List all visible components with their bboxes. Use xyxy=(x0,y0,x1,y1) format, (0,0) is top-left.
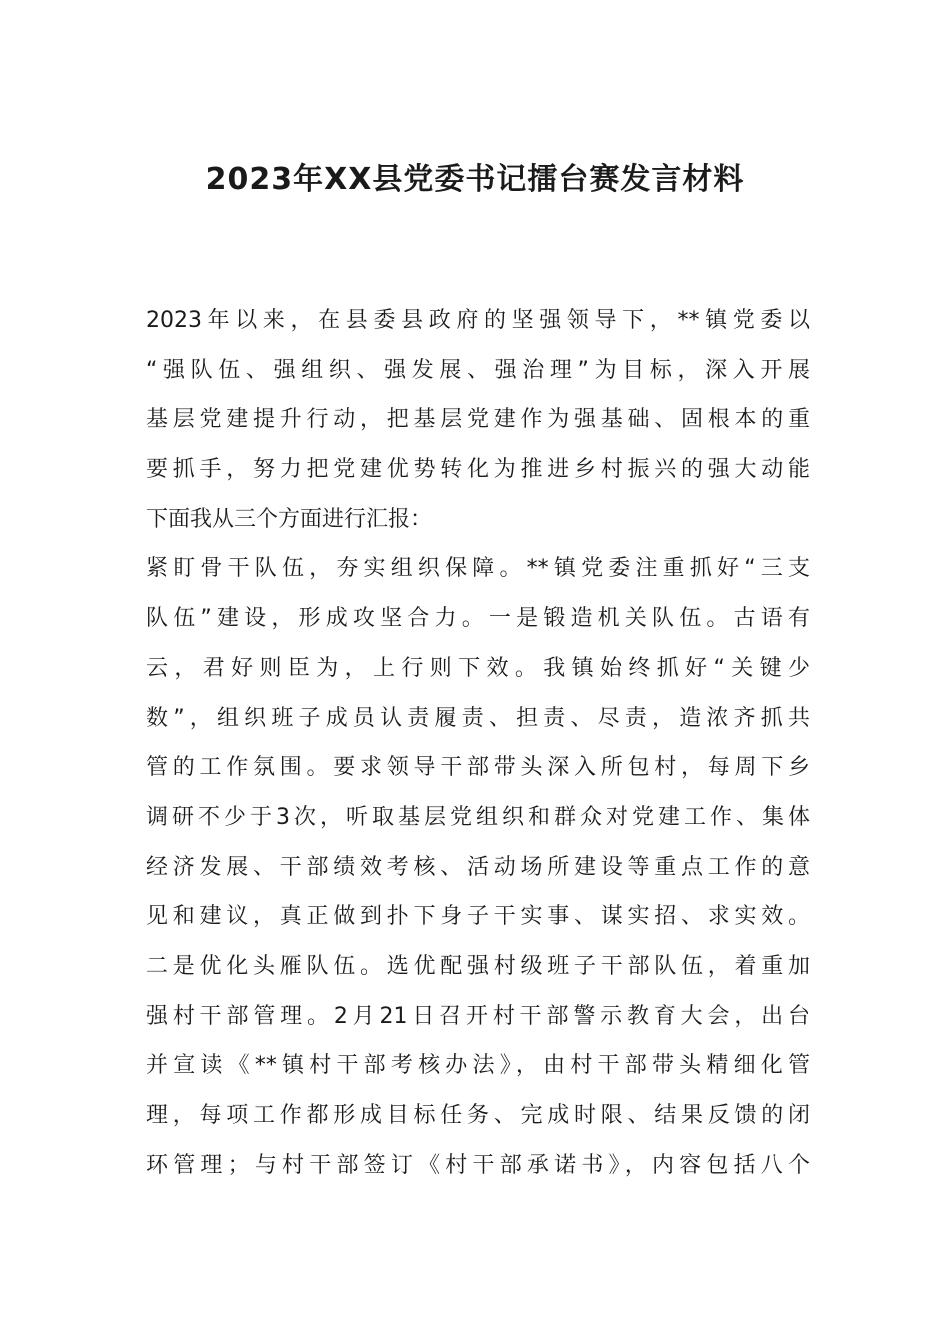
body-line: 环管理；与村干部签订《村干部承诺书》，内容包括八个 xyxy=(146,1152,810,1178)
body-line: 见和建议，真正做到扑下身子干实事、谋实招、求实效。 xyxy=(146,904,810,930)
body-line: 并宣读《**镇村干部考核办法》，由村干部带头精细化管 xyxy=(146,1053,810,1079)
body-line: 强村干部管理。2月21日召开村干部警示教育大会，出台 xyxy=(146,1003,810,1029)
body-line: 下面我从三个方面进行汇报： xyxy=(146,506,433,532)
body-line: 要抓手，努力把党建优势转化为推进乡村振兴的强大动能 xyxy=(146,457,810,483)
document-body xyxy=(146,296,810,1190)
body-line: 紧盯骨干队伍，夯实组织保障。**镇党委注重抓好“三支 xyxy=(146,556,810,582)
body-line: 经济发展、干部绩效考核、活动场所建设等重点工作的意 xyxy=(146,854,810,880)
body-line: 管的工作氛围。要求领导干部带头深入所包村，每周下乡 xyxy=(146,755,810,781)
body-line: 数”，组织班子成员认责履责、担责、尽责，造浓齐抓共 xyxy=(146,705,810,731)
document-title: 2023年XX县党委书记擂台赛发言材料 xyxy=(205,162,745,197)
body-line: 理，每项工作都形成目标任务、完成时限、结果反馈的闭 xyxy=(146,1103,810,1128)
body-line: 二是优化头雁队伍。选优配强村级班子干部队伍，着重加 xyxy=(146,953,810,979)
body-line: 队伍”建设，形成攻坚合力。一是锻造机关队伍。古语有 xyxy=(146,606,810,632)
body-line: 云，君好则臣为，上行则下效。我镇始终抓好“关键少 xyxy=(146,655,810,681)
body-line: 基层党建提升行动，把基层党建作为强基础、固根本的重 xyxy=(146,407,810,433)
body-line: “强队伍、强组织、强发展、强治理”为目标，深入开展 xyxy=(146,357,810,383)
body-line: 2023年以来，在县委县政府的坚强领导下，**镇党委以 xyxy=(146,308,810,333)
body-line: 调研不少于3次，听取基层党组织和群众对党建工作、集体 xyxy=(146,804,810,830)
